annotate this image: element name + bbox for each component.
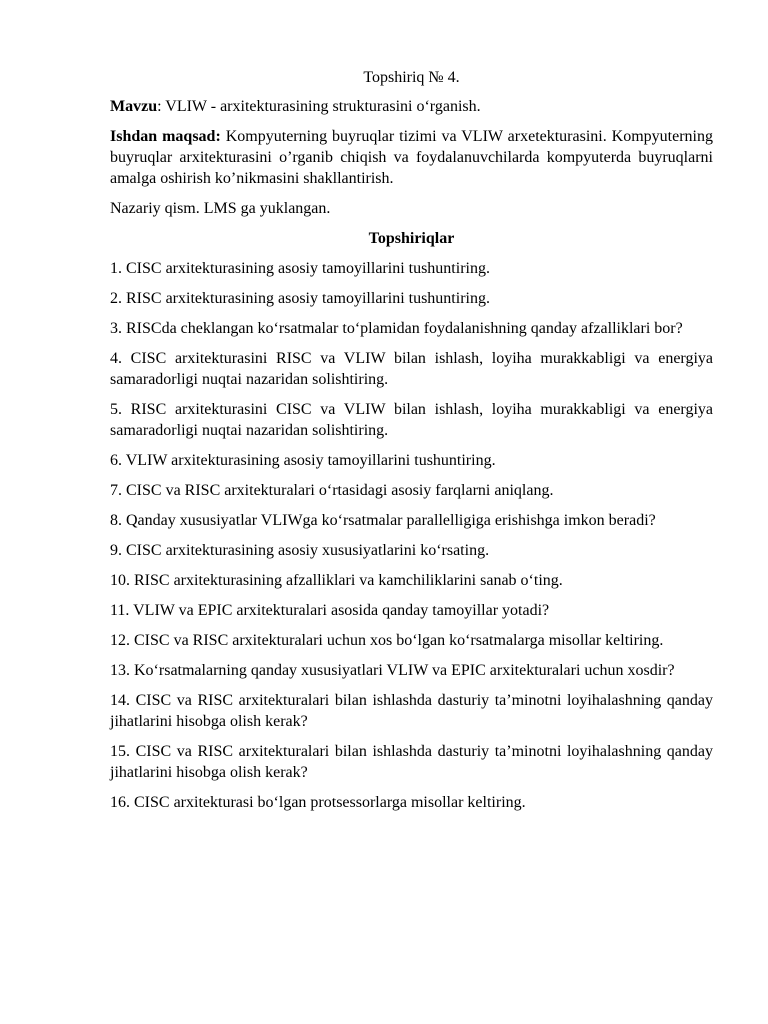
theory-note: Nazariy qism. LMS ga yuklangan.	[110, 200, 331, 217]
task-item: 1. CISC arxitekturasining asosiy tamoyillarini tushuntiring.	[110, 260, 490, 277]
goal-paragraph	[110, 126, 713, 189]
task-item: 12. CISC va RISC arxitekturalari uchun xos bo‘lgan ko‘rsatmalarga misollar keltiring.	[110, 632, 664, 649]
task-item: 9. CISC arxitekturasining asosiy xususiyatlarini ko‘rsating.	[110, 542, 490, 559]
task-item: 8. Qanday xususiyatlar VLIWga ko‘rsatmalar parallelligiga erishishga imkon beradi?	[110, 512, 656, 529]
topic-label: Mavzu	[110, 98, 158, 115]
task-item: 3. RISCda cheklangan ko‘rsatmalar to‘plamidan foydalanishning qanday afzalliklari bor?	[110, 320, 683, 337]
topic-text: : VLIW - arxitekturasining strukturasini o‘rganish.	[157, 98, 481, 115]
task-item: 13. Ko‘rsatmalarning qanday xususiyatlari VLIW va EPIC arxitekturalari uchun xosdir?	[110, 662, 675, 679]
task-item: 4. CISC arxitekturasini RISC va VLIW bilan ishlash, loyiha murakkabligi va energiya samaradorligi nuqtai nazaridan solishtiring.	[110, 350, 713, 388]
task-item: 11. VLIW va EPIC arxitekturalari asosida qanday tamoyillar yotadi?	[110, 602, 550, 619]
task-item: 14. CISC va RISC arxitekturalari bilan ishlashda dasturiy ta’minotni loyihalashning qanday jihatlarini hisobga olish kerak?	[110, 692, 713, 730]
document-page	[110, 67, 713, 822]
topic-paragraph	[110, 96, 713, 117]
task-list	[110, 258, 713, 813]
task-item: 6. VLIW arxitekturasining asosiy tamoyillarini tushuntiring.	[110, 452, 496, 469]
task-item: 2. RISC arxitekturasining asosiy tamoyillarini tushuntiring.	[110, 290, 490, 307]
task-item: 10. RISC arxitekturasining afzalliklari va kamchiliklarini sanab o‘ting.	[110, 572, 563, 589]
goal-label: Ishdan maqsad:	[110, 128, 221, 145]
task-item: 16. CISC arxitekturasi bo‘lgan protsessorlarga misollar keltiring.	[110, 794, 526, 811]
tasks-heading: Topshiriqlar	[368, 230, 455, 247]
task-item: 5. RISC arxitekturasini CISC va VLIW bilan ishlash, loyiha murakkabligi va energiya samaradorligi nuqtai nazaridan solishtiring.	[110, 401, 713, 439]
goal-text: Kompyuterning buyruqlar tizimi va VLIW arxetekturasini. Kompyuterning buyruqlar arxitekturasini o’rganib chiqish va foydalanuvchilarda kompyuterda buyruqlarni amalga oshirish ko’nikmasini shakllantirish.	[110, 128, 714, 187]
task-item: 15. CISC va RISC arxitekturalari bilan ishlashda dasturiy ta’minotni loyihalashning qanday jihatlarini hisobga olish kerak?	[110, 743, 713, 781]
task-item: 7. CISC va RISC arxitekturalari o‘rtasidagi asosiy farqlarni aniqlang.	[110, 482, 554, 499]
document-title: Topshiriq № 4.	[363, 69, 460, 86]
